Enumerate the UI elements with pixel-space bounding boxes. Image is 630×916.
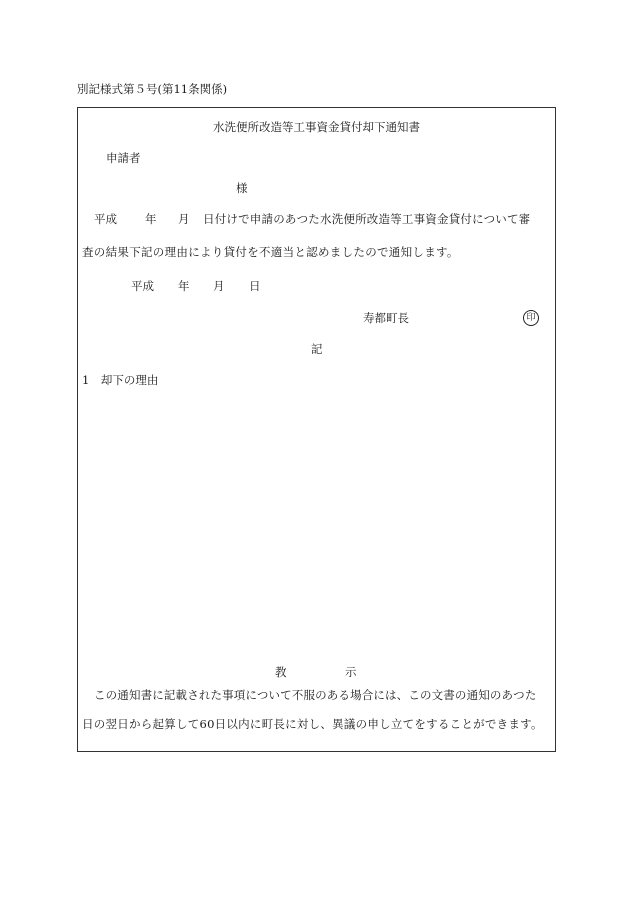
notice-heading-right: 示 (345, 665, 357, 679)
body-line-1: 日付けで申請のあつた水洗便所改造等工事資金貸付について審 (203, 212, 531, 226)
body-line-2: 査の結果下記の理由により貸付を不適当と認めましたので通知します。 (82, 245, 459, 259)
rejection-reason-item: 1 却下の理由 (82, 373, 159, 387)
issue-day: 日 (249, 279, 261, 293)
notice-line-1: この通知書に記載された事項について不服のある場合には、この文書の通知のあつた (94, 688, 537, 702)
seal-mark: 印 (523, 310, 539, 326)
body-year: 年 (145, 212, 157, 226)
notice-line-2: 日の翌日から起算して60日以内に町長に対し、異議の申し立てをすることができます。 (82, 717, 543, 731)
applicant-label: 申請者 (106, 151, 141, 165)
body-month: 月 (178, 212, 190, 226)
document-title: 水洗便所改造等工事資金貸付却下通知書 (213, 120, 420, 134)
honorific-sama: 様 (236, 181, 248, 195)
ki-heading: 記 (311, 342, 323, 356)
issue-era: 平成 (131, 279, 154, 293)
body-era: 平成 (94, 212, 117, 226)
notice-heading-left: 教 (275, 665, 287, 679)
form-label: 別記様式第５号(第11条関係) (77, 82, 228, 96)
issue-month: 月 (213, 279, 225, 293)
issue-year: 年 (178, 279, 190, 293)
issuer-name: 寿都町長 (363, 311, 409, 325)
notice-frame (77, 107, 556, 752)
